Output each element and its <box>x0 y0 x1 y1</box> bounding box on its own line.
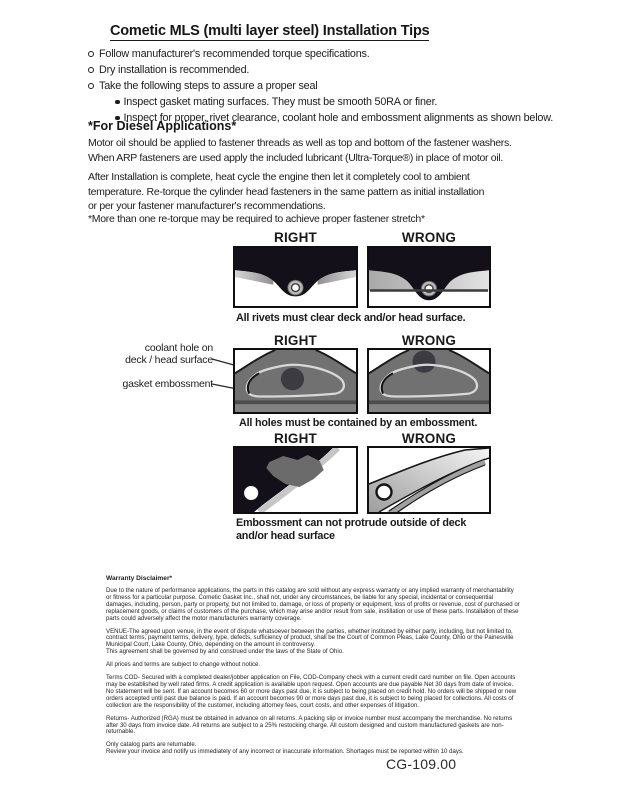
tip-text: Follow manufacturer's recommended torque specifications. <box>99 48 370 60</box>
rivet-right-diagram <box>233 246 358 308</box>
embossment-wrong-illustration <box>369 350 489 412</box>
wrong-label: WRONG <box>401 431 457 446</box>
retorque-note: *More than one re-torque may be required to achieve proper fastener stretch* <box>88 213 425 225</box>
callout-line: deck / head surface <box>125 354 213 366</box>
open-bullet-icon <box>88 51 94 57</box>
page-code: CG-109.00 <box>386 756 457 772</box>
right-label: RIGHT <box>274 230 317 245</box>
legal-paragraph: Returns- Authorized (RGA) must be obtained in advance on all returns. A packing slip or invoice number must accompany the merchandise. No returns after 30 days from invoice date. All returns are subject to a 25% restocking charge. All custom designed and custom manufactured gaskets are non-returnable. <box>106 714 513 736</box>
protrusion-wrong-diagram <box>367 446 491 514</box>
legal-paragraph: Terms COD- Secured with a completed dealer/jobber application on File, COD-Company check with a current credit card number on file. Open accounts may be established by well rated firms. A credit application is available upon request. Open accounts are due payable Net 30 days from date of invoice. No statement will be sent. If an account becomes 60 or more days past due, it is subject to being placed on credit hold. No orders will be shipped or new orders accepted until past due balance is paid. If an account becomes 90 or more days past due, it is subject to being placed for collections. All costs of collection are the responsibility of the customer, including attorney fees, court costs, and other expenses of litigation. <box>106 674 517 709</box>
paragraph-line: temperature. Re-torque the cylinder head fasteners in the same pattern as initial installation <box>88 185 485 198</box>
protrusion-right-illustration <box>235 448 356 512</box>
protrusion-right-diagram <box>233 446 358 514</box>
protrusion-caption <box>236 517 466 542</box>
caption-line: and/or head surface <box>236 529 335 542</box>
open-bullet-icon <box>88 67 94 73</box>
coolant-hole-caption: All holes must be contained by an embossment. <box>239 417 478 429</box>
paragraph-line: After Installation is complete, heat cycle the engine then let it completely cool to ambient <box>88 171 470 183</box>
tip-text: Inspect gasket mating surfaces. They must be smooth 50RA or finer. <box>123 96 438 108</box>
tip-text: Dry installation is recommended. <box>99 64 250 76</box>
list-item <box>88 46 553 62</box>
rivet-wrong-illustration <box>369 248 489 306</box>
coolant-hole-callout <box>100 342 213 366</box>
list-item <box>88 78 553 94</box>
right-label: RIGHT <box>274 431 317 446</box>
list-item <box>88 94 553 110</box>
paragraph-line: or per your fastener manufacturer's recommendations. <box>88 200 326 212</box>
wrong-label: WRONG <box>401 333 457 348</box>
diesel-paragraph-2 <box>88 170 484 214</box>
diesel-paragraph-1 <box>88 136 512 165</box>
wrong-label: WRONG <box>401 230 457 245</box>
legal-paragraph: All prices and terms are subject to change without notice. <box>106 661 261 669</box>
embossment-right-illustration <box>235 350 356 412</box>
diesel-heading: *For Diesel Applications* <box>88 119 237 133</box>
paragraph-line: Motor oil should be applied to fastener threads as well as top and bottom of the fastener washers. <box>88 137 512 149</box>
paragraph-line: When ARP fasteners are used apply the included lubricant (Ultra-Torque®) in place of motor oil. <box>88 151 504 164</box>
embossment-right-diagram <box>233 348 358 414</box>
callout-line: coolant hole on <box>144 342 213 354</box>
list-item <box>88 62 553 78</box>
legal-paragraph: Due to the nature of performance applications, the parts in this catalog are sold without any express warranty or any implied warranty of merchantability or fitness for a particular purpose. Cometic Gasket Inc., shall not, under any circumstances, be liable for any special, incidental or consequential damages, including, person, party or property, but not limited to, damage, or loss of property or equipment, loss of profits or revenue, cost of purchased or replacement goods, or claims of customers of the purchase, which may arise and/or result from sale, instillation or use of these parts. Installation of these parts could adversely affect the motor manufacturers warranty coverage. <box>106 587 520 622</box>
protrusion-wrong-illustration <box>369 448 489 512</box>
legal-paragraph: VENUE-The agreed upon venue, in the event of dispute whatsoever between the parties, whether instituted by either party, including, but not limited to, contract terms, payment terms, delivery, type, defects, sufficiency of product, shall be the Court of Common Pleas, Lake County, Ohio or the Painesville Municipal Court, Lake County, Ohio, depending on the amount in controversy. <box>106 627 514 649</box>
legal-paragraph: Review your invoice and notify us immediately of any incorrect or inaccurate information. Shortages must be reported within 10 days. <box>106 748 464 756</box>
rivet-caption: All rivets must clear deck and/or head surface. <box>236 312 466 324</box>
filled-bullet-icon <box>115 100 120 105</box>
warranty-disclaimer-heading: Warranty Disclaimer* <box>106 575 173 582</box>
rivet-right-illustration <box>235 248 356 306</box>
open-bullet-icon <box>88 83 94 89</box>
page-title: Cometic MLS (multi layer steel) Installation Tips <box>110 23 430 39</box>
caption-line: Embossment can not protrude outside of deck <box>236 517 467 529</box>
rivet-wrong-diagram <box>367 246 491 308</box>
embossment-wrong-diagram <box>367 348 491 414</box>
legal-block <box>106 575 520 762</box>
right-label: RIGHT <box>274 333 317 348</box>
legal-paragraph: Only catalog parts are returnable. <box>106 741 197 749</box>
legal-paragraph: This agreement shall be governed by and construed under the laws of the State of Ohio. <box>106 648 344 656</box>
tip-text: Inspect for proper, rivet clearance, coolant hole and embossment alignments as shown below. <box>123 112 554 124</box>
installation-tips-list <box>88 46 553 126</box>
gasket-embossment-callout: gasket embossment <box>122 378 213 390</box>
tip-text: Take the following steps to assure a proper seal <box>99 80 318 92</box>
